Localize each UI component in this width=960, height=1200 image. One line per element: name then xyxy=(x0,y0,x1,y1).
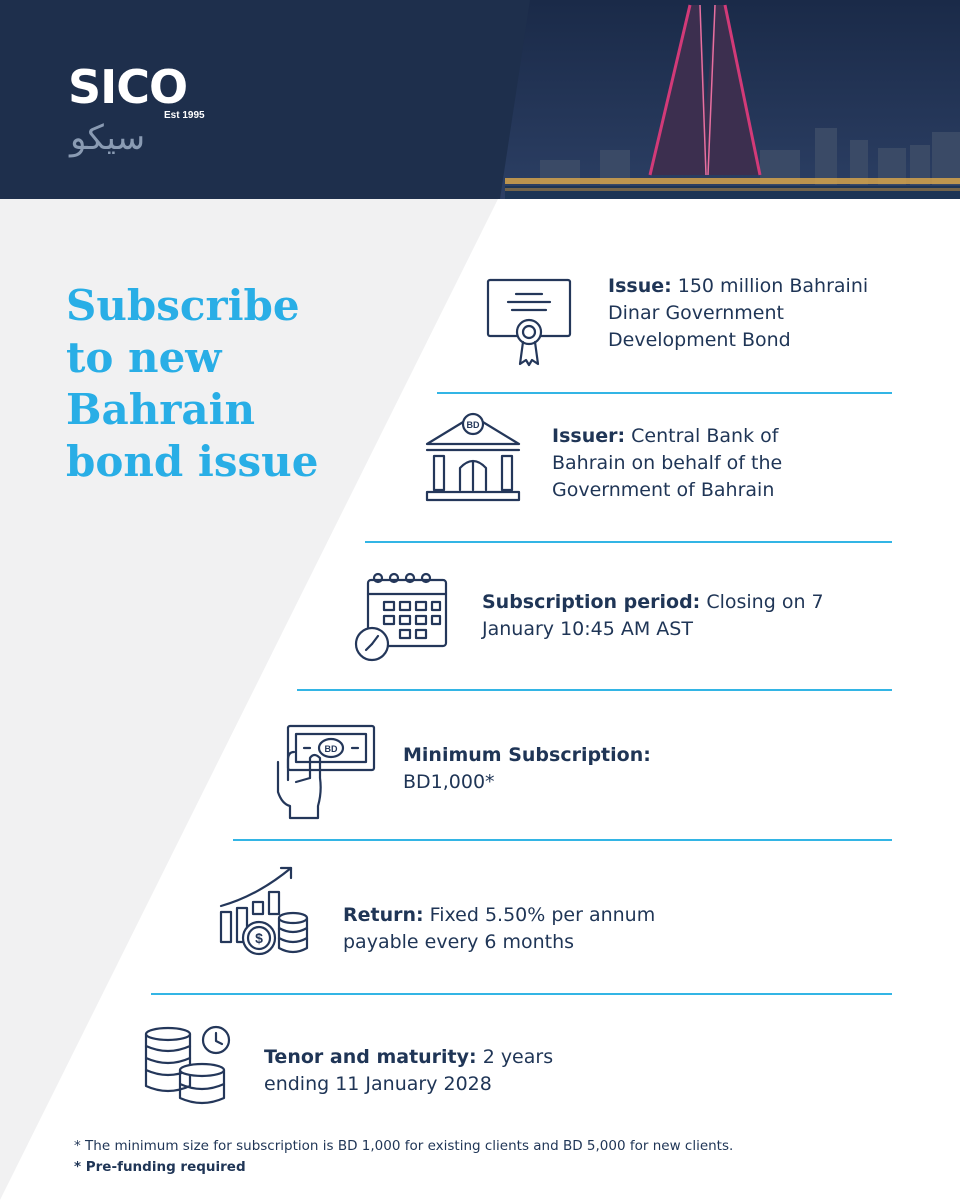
info-value: Central Bank of Bahrain on behalf of the Government of Bahrain xyxy=(552,425,783,501)
info-value: BD1,000* xyxy=(403,771,495,793)
info-value: Closing on 7 January 10:45 AM AST xyxy=(482,591,824,640)
title-line: Subscribe xyxy=(66,281,300,330)
info-label: Subscription period: xyxy=(482,591,701,613)
info-text-issuer xyxy=(552,423,842,504)
footnote-minimum-size: * The minimum size for subscription is BD 1,000 for existing clients and BD 5,000 for new clients. xyxy=(74,1138,734,1154)
info-label: Return: xyxy=(343,904,424,926)
coins-clock-icon xyxy=(142,1024,238,1108)
info-value: 150 million Bahraini Dinar Government Development Bond xyxy=(608,275,869,351)
divider xyxy=(437,392,892,394)
bank-building-icon xyxy=(424,408,522,504)
logo-established: Est 1995 xyxy=(164,110,205,121)
growth-chart-coins-icon xyxy=(217,866,313,958)
info-text-minimum-subscription xyxy=(403,742,743,796)
info-text-tenor-maturity xyxy=(264,1044,584,1098)
title-line: Bahrain xyxy=(66,385,256,434)
hand-banknote-icon xyxy=(274,722,378,822)
footnotes xyxy=(74,1136,944,1178)
logo-wordmark: SICO xyxy=(68,60,188,114)
bd-badge-text: BD xyxy=(324,744,338,754)
calendar-clock-icon xyxy=(354,572,450,664)
certificate-icon xyxy=(486,278,576,368)
header-banner xyxy=(0,0,960,199)
title-line: to new xyxy=(66,333,222,382)
divider xyxy=(233,839,892,841)
divider xyxy=(365,541,892,543)
info-label: Issue: xyxy=(608,275,672,297)
page-title xyxy=(66,280,356,488)
info-label: Tenor and maturity: xyxy=(264,1046,477,1068)
info-value: Fixed 5.50% per annum payable every 6 months xyxy=(343,904,656,953)
info-text-return xyxy=(343,902,703,956)
dollar-sign: $ xyxy=(255,930,263,946)
logo-arabic-wordmark: سيكو xyxy=(70,118,146,158)
sico-logo xyxy=(68,60,218,164)
footnote-prefunding: * Pre-funding required xyxy=(74,1159,246,1175)
info-label: Minimum Subscription: xyxy=(403,744,651,766)
divider xyxy=(297,689,892,691)
divider xyxy=(151,993,892,995)
info-value: 2 years ending 11 January 2028 xyxy=(264,1046,554,1095)
info-text-subscription-period xyxy=(482,589,842,643)
title-line: bond issue xyxy=(66,437,319,486)
info-label: Issuer: xyxy=(552,425,626,447)
info-text-issue xyxy=(608,273,898,354)
bd-badge-text: BD xyxy=(466,420,480,430)
